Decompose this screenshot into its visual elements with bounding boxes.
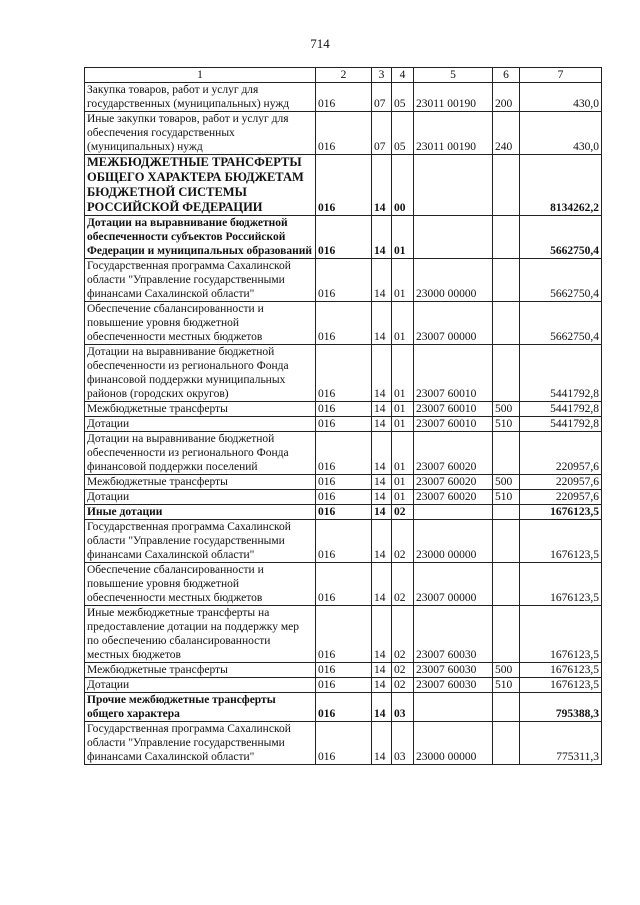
row-code-target bbox=[414, 155, 493, 216]
row-code-ministry: 016 bbox=[316, 563, 372, 606]
header-cell: 2 bbox=[316, 68, 372, 83]
row-amount: 1676123,5 bbox=[520, 563, 602, 606]
table-row bbox=[85, 432, 602, 475]
table-row bbox=[85, 216, 602, 259]
row-code-expense-type: 240 bbox=[493, 112, 520, 155]
row-code-section: 14 bbox=[372, 678, 392, 693]
row-amount: 5441792,8 bbox=[520, 345, 602, 402]
row-code-section: 07 bbox=[372, 83, 392, 112]
table-row bbox=[85, 259, 602, 302]
row-code-expense-type: 510 bbox=[493, 417, 520, 432]
table-row bbox=[85, 505, 602, 520]
row-code-subsection: 02 bbox=[392, 505, 414, 520]
row-code-expense-type bbox=[493, 606, 520, 663]
row-name: Межбюджетные трансферты bbox=[85, 475, 316, 490]
row-name: Закупка товаров, работ и услуг для государственных (муниципальных) нужд bbox=[85, 83, 316, 112]
row-code-target bbox=[414, 505, 493, 520]
row-code-target: 23007 60030 bbox=[414, 606, 493, 663]
row-code-expense-type: 500 bbox=[493, 663, 520, 678]
table-row bbox=[85, 112, 602, 155]
row-name: Обеспечение сбалансированности и повышение уровня бюджетной обеспеченности местных бюджетов bbox=[85, 302, 316, 345]
row-code-expense-type bbox=[493, 520, 520, 563]
row-code-ministry: 016 bbox=[316, 259, 372, 302]
row-code-section: 14 bbox=[372, 155, 392, 216]
row-code-ministry: 016 bbox=[316, 402, 372, 417]
row-amount: 1676123,5 bbox=[520, 520, 602, 563]
row-name: Государственная программа Сахалинской области "Управление государственными финансами Сахалинской области" bbox=[85, 259, 316, 302]
row-code-section: 14 bbox=[372, 490, 392, 505]
row-amount: 1676123,5 bbox=[520, 678, 602, 693]
row-code-section: 14 bbox=[372, 259, 392, 302]
table-row bbox=[85, 475, 602, 490]
header-row bbox=[85, 68, 602, 83]
table-row bbox=[85, 302, 602, 345]
row-name: Дотации bbox=[85, 490, 316, 505]
row-amount: 430,0 bbox=[520, 83, 602, 112]
header-cell: 7 bbox=[520, 68, 602, 83]
row-code-section: 14 bbox=[372, 693, 392, 722]
row-code-expense-type bbox=[493, 432, 520, 475]
row-code-expense-type bbox=[493, 302, 520, 345]
row-name: Дотации bbox=[85, 678, 316, 693]
header-cell: 3 bbox=[372, 68, 392, 83]
header-cell: 6 bbox=[493, 68, 520, 83]
row-code-section: 14 bbox=[372, 417, 392, 432]
row-code-target: 23000 00000 bbox=[414, 520, 493, 563]
table-row bbox=[85, 520, 602, 563]
row-code-section: 14 bbox=[372, 216, 392, 259]
row-code-target: 23007 60010 bbox=[414, 417, 493, 432]
row-name: Прочие межбюджетные трансферты общего характера bbox=[85, 693, 316, 722]
row-code-subsection: 03 bbox=[392, 693, 414, 722]
row-code-subsection: 01 bbox=[392, 345, 414, 402]
row-code-ministry: 016 bbox=[316, 216, 372, 259]
row-code-target: 23000 00000 bbox=[414, 259, 493, 302]
row-code-expense-type: 510 bbox=[493, 678, 520, 693]
row-code-target: 23007 60020 bbox=[414, 432, 493, 475]
row-code-expense-type bbox=[493, 155, 520, 216]
row-code-expense-type bbox=[493, 216, 520, 259]
row-code-subsection: 01 bbox=[392, 402, 414, 417]
row-code-section: 14 bbox=[372, 722, 392, 765]
table-row bbox=[85, 490, 602, 505]
row-code-subsection: 05 bbox=[392, 112, 414, 155]
row-amount: 5662750,4 bbox=[520, 302, 602, 345]
row-code-section: 14 bbox=[372, 563, 392, 606]
row-code-section: 14 bbox=[372, 345, 392, 402]
table-row bbox=[85, 606, 602, 663]
page-number: 714 bbox=[310, 36, 330, 51]
row-code-target: 23007 60030 bbox=[414, 663, 493, 678]
row-amount: 220957,6 bbox=[520, 432, 602, 475]
row-name: Дотации на выравнивание бюджетной обеспеченности из регионального Фонда финансовой поддержки муниципальных районов (городских округов) bbox=[85, 345, 316, 402]
row-code-ministry: 016 bbox=[316, 505, 372, 520]
row-code-subsection: 02 bbox=[392, 520, 414, 563]
row-code-expense-type: 510 bbox=[493, 490, 520, 505]
row-code-subsection: 02 bbox=[392, 663, 414, 678]
table-row bbox=[85, 563, 602, 606]
table-row bbox=[85, 402, 602, 417]
row-code-ministry: 016 bbox=[316, 345, 372, 402]
row-name: Межбюджетные трансферты bbox=[85, 663, 316, 678]
row-code-section: 14 bbox=[372, 302, 392, 345]
row-code-target: 23011 00190 bbox=[414, 83, 493, 112]
row-code-expense-type bbox=[493, 345, 520, 402]
row-code-ministry: 016 bbox=[316, 302, 372, 345]
row-code-ministry: 016 bbox=[316, 678, 372, 693]
row-code-ministry: 016 bbox=[316, 83, 372, 112]
row-code-section: 14 bbox=[372, 475, 392, 490]
row-amount: 8134262,2 bbox=[520, 155, 602, 216]
row-code-section: 14 bbox=[372, 663, 392, 678]
row-code-section: 14 bbox=[372, 520, 392, 563]
budget-table bbox=[84, 67, 602, 765]
table-row bbox=[85, 678, 602, 693]
row-code-subsection: 01 bbox=[392, 216, 414, 259]
row-code-target: 23007 00000 bbox=[414, 563, 493, 606]
row-amount: 430,0 bbox=[520, 112, 602, 155]
table-row bbox=[85, 155, 602, 216]
row-amount: 1676123,5 bbox=[520, 663, 602, 678]
table-row bbox=[85, 417, 602, 432]
header-cell: 1 bbox=[85, 68, 316, 83]
row-code-expense-type: 500 bbox=[493, 402, 520, 417]
row-code-subsection: 01 bbox=[392, 432, 414, 475]
row-code-target: 23007 60020 bbox=[414, 475, 493, 490]
row-name: Иные закупки товаров, работ и услуг для обеспечения государственных (муниципальных) нужд bbox=[85, 112, 316, 155]
table-row bbox=[85, 663, 602, 678]
row-code-subsection: 01 bbox=[392, 302, 414, 345]
row-code-section: 14 bbox=[372, 606, 392, 663]
row-code-target bbox=[414, 693, 493, 722]
row-code-subsection: 01 bbox=[392, 475, 414, 490]
row-code-target: 23007 60030 bbox=[414, 678, 493, 693]
row-code-section: 14 bbox=[372, 505, 392, 520]
row-code-expense-type bbox=[493, 259, 520, 302]
row-code-ministry: 016 bbox=[316, 722, 372, 765]
row-amount: 1676123,5 bbox=[520, 505, 602, 520]
row-code-target: 23011 00190 bbox=[414, 112, 493, 155]
row-code-subsection: 01 bbox=[392, 490, 414, 505]
table-row bbox=[85, 83, 602, 112]
row-code-expense-type bbox=[493, 563, 520, 606]
row-amount: 5441792,8 bbox=[520, 402, 602, 417]
row-name: Иные межбюджетные трансферты на предоставление дотации на поддержку мер по обеспечению сбалансированности местных бюджетов bbox=[85, 606, 316, 663]
row-code-target: 23000 00000 bbox=[414, 722, 493, 765]
row-name: Обеспечение сбалансированности и повышение уровня бюджетной обеспеченности местных бюджетов bbox=[85, 563, 316, 606]
row-code-expense-type bbox=[493, 693, 520, 722]
row-name: Дотации на выравнивание бюджетной обеспеченности из регионального Фонда финансовой поддержки поселений bbox=[85, 432, 316, 475]
row-code-target: 23007 60010 bbox=[414, 402, 493, 417]
row-name: Дотации на выравнивание бюджетной обеспеченности субъектов Российской Федерации и муниципальных образований bbox=[85, 216, 316, 259]
row-code-subsection: 03 bbox=[392, 722, 414, 765]
row-code-target: 23007 60020 bbox=[414, 490, 493, 505]
row-code-target: 23007 60010 bbox=[414, 345, 493, 402]
row-code-ministry: 016 bbox=[316, 490, 372, 505]
row-amount: 775311,3 bbox=[520, 722, 602, 765]
row-code-subsection: 02 bbox=[392, 563, 414, 606]
row-code-ministry: 016 bbox=[316, 417, 372, 432]
header-cell: 5 bbox=[414, 68, 493, 83]
header-cell: 4 bbox=[392, 68, 414, 83]
row-code-expense-type bbox=[493, 505, 520, 520]
row-code-subsection: 02 bbox=[392, 678, 414, 693]
row-code-ministry: 016 bbox=[316, 606, 372, 663]
row-amount: 5441792,8 bbox=[520, 417, 602, 432]
row-code-target: 23007 00000 bbox=[414, 302, 493, 345]
row-code-ministry: 016 bbox=[316, 520, 372, 563]
row-code-subsection: 00 bbox=[392, 155, 414, 216]
row-code-expense-type: 200 bbox=[493, 83, 520, 112]
row-code-subsection: 01 bbox=[392, 259, 414, 302]
table-row bbox=[85, 345, 602, 402]
row-amount: 1676123,5 bbox=[520, 606, 602, 663]
row-name: Государственная программа Сахалинской области "Управление государственными финансами Сахалинской области" bbox=[85, 520, 316, 563]
row-code-ministry: 016 bbox=[316, 693, 372, 722]
row-code-expense-type bbox=[493, 722, 520, 765]
table-row bbox=[85, 693, 602, 722]
row-amount: 220957,6 bbox=[520, 475, 602, 490]
row-name: Государственная программа Сахалинской области "Управление государственными финансами Сахалинской области" bbox=[85, 722, 316, 765]
row-code-subsection: 01 bbox=[392, 417, 414, 432]
table-row bbox=[85, 722, 602, 765]
row-code-ministry: 016 bbox=[316, 432, 372, 475]
row-name: Иные дотации bbox=[85, 505, 316, 520]
row-name: Межбюджетные трансферты bbox=[85, 402, 316, 417]
row-code-section: 14 bbox=[372, 402, 392, 417]
row-amount: 5662750,4 bbox=[520, 259, 602, 302]
row-amount: 220957,6 bbox=[520, 490, 602, 505]
row-code-subsection: 05 bbox=[392, 83, 414, 112]
row-amount: 795388,3 bbox=[520, 693, 602, 722]
row-code-ministry: 016 bbox=[316, 155, 372, 216]
row-code-section: 14 bbox=[372, 432, 392, 475]
row-name: МЕЖБЮДЖЕТНЫЕ ТРАНСФЕРТЫ ОБЩЕГО ХАРАКТЕРА БЮДЖЕТАМ БЮДЖЕТНОЙ СИСТЕМЫ РОССИЙСКОЙ ФЕДЕРАЦИИ bbox=[85, 155, 316, 216]
row-code-subsection: 02 bbox=[392, 606, 414, 663]
row-code-expense-type: 500 bbox=[493, 475, 520, 490]
row-code-ministry: 016 bbox=[316, 475, 372, 490]
row-code-target bbox=[414, 216, 493, 259]
row-code-section: 07 bbox=[372, 112, 392, 155]
row-code-ministry: 016 bbox=[316, 112, 372, 155]
row-code-ministry: 016 bbox=[316, 663, 372, 678]
row-name: Дотации bbox=[85, 417, 316, 432]
row-amount: 5662750,4 bbox=[520, 216, 602, 259]
